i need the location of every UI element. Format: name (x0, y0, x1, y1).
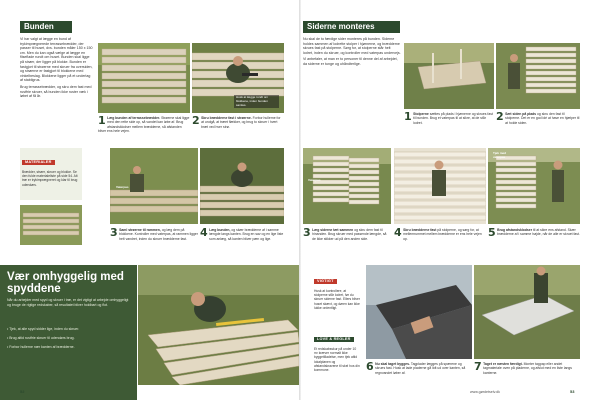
right-step-1-caption (404, 112, 494, 125)
right-step-1-lead: Stolperne (413, 112, 429, 116)
step-4-lead: Læg bunden, (209, 228, 231, 232)
right-step-1-text: sættes på plads i hjørnerne og skrues fast til bunden. Brug et vaterpas til at sikre, at de står lodret. (413, 112, 493, 125)
intro-paragraph-right-2: Vi anbefaler, at man er to personer til denne del af arbejdet, da siderne er tunge og uhåndterlige. (303, 57, 398, 66)
feature-bullet-1-text: Tjek, at alle spyd sidder lige, inden du skruer. (9, 327, 80, 331)
step-2-number: 2 (192, 114, 200, 127)
photo-man-cutting-boards (200, 148, 284, 224)
photo-note-blocks: Husk at lægge rundt om blokkene, inden bunden samles. (234, 95, 279, 108)
materials-text: Brædder, strøer, skruer og blokke. Se den fulde materialeliste på side 54. Alt træ er trykimprægneret og klar til brug udendørs. (22, 170, 78, 187)
step-3-caption (110, 228, 198, 241)
law-rules-label: LOVE & REGLER (314, 337, 354, 342)
step-1-caption (98, 116, 190, 133)
step-3-number: 3 (110, 226, 118, 239)
section-title-siderne: Siderne monteres (303, 21, 400, 33)
important-box (312, 267, 362, 323)
photo-posts-on-deck (404, 43, 494, 109)
step-2-text: Forbor hullerne for at undgå, at træet flækker, og brug to skruer i hvert bræt ved hver strø. (201, 116, 281, 129)
right-step-2-caption (496, 112, 580, 125)
right-step-7-text: Monter tagpap eller andet tagmateriale oven på pladerne, og afslut med en liste langs kanterne. (483, 362, 572, 375)
right-step-5-lead: Brug afstandsklodser (497, 228, 533, 232)
materials-label: MATERIALER (22, 160, 55, 165)
right-step-7-lead: Taget er næsten færdigt. (483, 362, 523, 366)
photo-roof-finishing (474, 265, 580, 359)
right-step-7-number: 7 (474, 360, 482, 373)
photo-deck-frame (20, 205, 82, 245)
materials-box (20, 148, 82, 200)
page-number-right: 53 (570, 389, 575, 394)
right-step-7-caption (474, 362, 580, 375)
photo-label-check-level: Tjek med vaterpas (493, 151, 507, 159)
step-4-number: 4 (200, 226, 208, 239)
right-step-2-number: 2 (496, 110, 504, 123)
right-step-2-text: og skru den fast til stolperne. Det er en god idé at have en hjælper til at holde siden. (505, 112, 580, 125)
feature-intro: Når du arbejder med spyd og skruer i træ, er det vigtigt at arbejde omhyggeligt og bruge de rigtige redskaber, så resultatet bliver holdbart og flot. (7, 298, 129, 307)
important-label: VIGTIGT (314, 279, 337, 284)
right-step-3-number: 3 (303, 226, 311, 239)
right-step-5-number: 5 (488, 226, 496, 239)
feature-bullet-2-text: Brug altid rustfrie skruer til udendørs brug. (9, 336, 75, 340)
right-step-6-lead: Nu skal taget bygges. (375, 362, 411, 366)
photo-label-vaterpas-right: Vaterpas (308, 178, 321, 182)
photo-roof-plate (366, 265, 472, 359)
step-2-caption (192, 116, 284, 129)
feature-bullet-3: • Forbor hullerne nær kanten af brædderne. (7, 345, 75, 349)
right-step-2-lead: Sæt siden på plads (505, 112, 537, 116)
photo-man-placing-wall (496, 43, 580, 109)
feature-bullet-3-text: Forbor hullerne nær kanten af brædderne. (9, 345, 75, 349)
feature-bullet-2: • Brug altid rustfrie skruer til udendørs brug. (7, 336, 75, 340)
right-step-1-number: 1 (404, 110, 412, 123)
law-rules-text: Et redskabsskur på under 10 m² kræver normalt ikke byggetilladelse, men tjek altid lokalplanen og afstandskravene til skel hos din kommune. (314, 347, 360, 373)
right-step-6-text: Tagplader lægges på spærene og skrues fast. Husk at lade pladerne gå lidt ud over kanten, så regnvandet løber af. (375, 362, 466, 375)
right-step-6-caption (366, 362, 472, 375)
photo-man-measuring-deck (138, 265, 299, 385)
photo-deck-boards (98, 43, 190, 113)
right-step-6-number: 6 (366, 360, 374, 373)
feature-panel (0, 265, 137, 400)
step-1-lead: Læg bunden af terrassebrædder. (107, 116, 161, 120)
page-gutter (299, 0, 301, 400)
page-number-left: 52 (20, 389, 25, 394)
right-step-3-text: og skru dem fast til hinanden. Brug skruer med passende længde, så de ikke stikker ud på den anden side. (312, 228, 387, 241)
photo-label-vaterpas: Vaterpas (116, 185, 129, 189)
section-title-bunden: Bunden (20, 21, 72, 33)
right-step-4-number: 4 (394, 226, 402, 239)
important-text: Husk at kontrollere, at stolperne står lodret, før du skruer siderne fast. Ellers bliver huset skævt, og døren kan ikke lukke ordentligt. (314, 289, 360, 310)
right-step-3-caption (303, 228, 391, 241)
feature-title: Vær omhyggelig med spyddene (7, 271, 124, 295)
step-1-text: Strøerne skal ligge med den rette side op, så vandet kan løbe af. Brug afstandsklodser mellem brædderne, så afstanden bliver ens hele vejen. (98, 116, 190, 133)
step-2-lead: Skru brædderne fast i strøerne. (201, 116, 252, 120)
step-4-caption (200, 228, 284, 241)
law-rules-box (312, 325, 362, 383)
feature-bullet-1: • Tjek, at alle spyd sidder lige, inden du skruer. (7, 327, 80, 331)
website-url: www.gørdetselv.dk (470, 390, 500, 394)
intro-text-siderne (303, 37, 401, 67)
right-step-5-text: til at sikre ens afstand. Skær brædderne af i samme højde, når de alle er skruet fast. (497, 228, 580, 237)
intro-paragraph-1: Vi har valgt at lægge en bund af trykimprægnerede terrassebrædder, der passer til huset, dvs. bunden måler 150 x 150 cm. Men du kan også vælge at lægge en fliseflade rundt om huset. Bunden skal ligge på strøer, der ligger på blokke. Bunden er fastgjort til strøerne med skruer fra oversiden, og strøerne er fastgjort til blokkene med vinkelbeslag. Blokkene ligger på et underlag af stabilgrus. (20, 37, 93, 83)
right-step-4-text: på stolperne, og sørg for, at mellemrummet mellem brædderne er ens hele vejen op. (403, 228, 482, 241)
right-step-4-caption (394, 228, 486, 241)
intro-text-bunden (20, 37, 94, 99)
intro-paragraph-2: Brug terrassebrædder, og skru dem fast med rustfrie skruer, så bunden ikke ruster væk i løbet af få år. (20, 84, 92, 99)
photo-walls-joined (303, 148, 391, 224)
right-step-3-lead: Læg siderne tæt sammen (312, 228, 354, 232)
right-step-4-lead: Skru brædderne fast (403, 228, 437, 232)
step-1-number: 1 (98, 114, 106, 127)
right-step-5-caption (488, 228, 580, 238)
step-3-lead: Saml strøerne til rammen, (119, 228, 161, 232)
step-3-text: og læg dem på blokkene. Kontroller med vaterpas, at rammen ligger helt vandret, inden du skruer brædderne fast. (119, 228, 198, 241)
step-4-text: og skær brædderne af i samme længde langs kanten. Brug en sav og en lige liste som anlæg, så kanten bliver pæn og lige. (209, 228, 284, 241)
photo-man-screwing-wall (394, 148, 486, 224)
intro-paragraph-right-1: Nu skal de to færdige sider monteres på bunden. Siderne holdes sammen af lodrette stolper i hjørnerne, og brædderne skrues fast på stolperne. Sørg for, at stolperne står helt lodret, inden du skruer, og kontroller med vaterpas undervejs. (303, 37, 401, 55)
